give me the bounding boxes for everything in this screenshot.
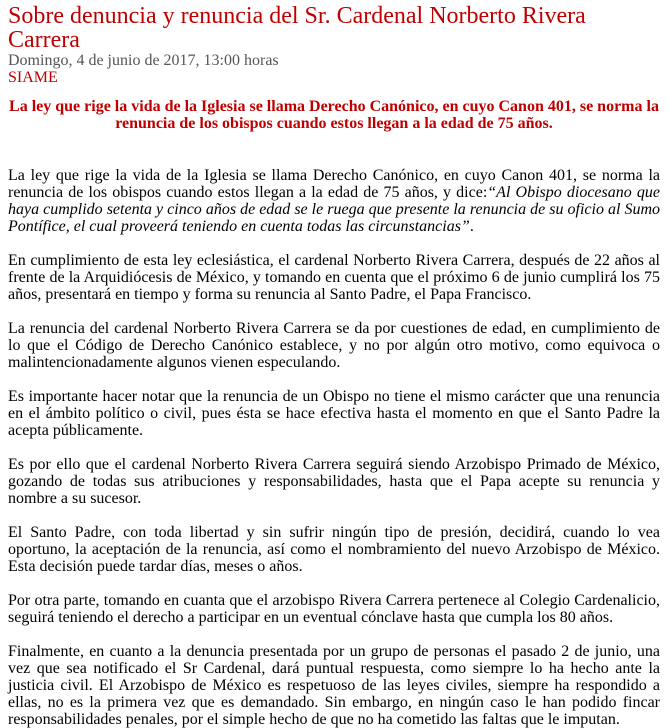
paragraph-4: Es importante hacer notar que la renuncia de un Obispo no tiene el mismo carácter que una renuncia en el ámbito político o civil, pues ésta se hace efectiva hasta el momento en que el Santo Padre la acepta públicamente. xyxy=(8,388,660,439)
article-date: Domingo, 4 de junio de 2017, 13:00 horas xyxy=(8,52,279,69)
paragraph-1 xyxy=(8,167,660,235)
paragraph-2: En cumplimiento de esta ley eclesiástica, el cardenal Norberto Rivera Carrera, después de 22 años al frente de la Arquidiócesis de México, y tomando en cuenta que el próximo 6 de junio cumplirá los 75 años, presentará en tiempo y forma su renuncia al Santo Padre, el Papa Francisco. xyxy=(8,252,660,303)
paragraph-6: El Santo Padre, con toda libertad y sin sufrir ningún tipo de presión, decidirá, cuando lo vea oportuno, la aceptación de la renuncia, así como el nombramiento del nuevo Arzobispo de México. Esta decisión puede tardar días, meses o años. xyxy=(8,524,660,575)
article-body xyxy=(8,167,660,728)
article-title: Sobre denuncia y renuncia del Sr. Cardenal Norberto Rivera Carrera xyxy=(8,3,586,53)
article-lead: La ley que rige la vida de la Iglesia se llama Derecho Canónico, en cuyo Canon 401, se norma la renuncia de los obispos cuando estos llegan a la edad de 75 años. xyxy=(9,98,659,132)
article xyxy=(0,4,668,728)
paragraph-8: Finalmente, en cuanto a la denuncia presentada por un grupo de personas el pasado 2 de junio, una vez que sea notificado el Sr Cardenal, dará puntual respuesta, como siempre lo ha hecho ante la justicia civil. El Arzobispo de México es respetuoso de las leyes civiles, siempre ha respondido a ellas, no es la primera vez que es demandado. Sin embargo, en ningún caso le han podido fincar responsabilidades penales, por el simple hecho de que no ha cometido las faltas que le imputan. xyxy=(8,643,660,728)
canon-quote: “Al Obispo diocesano que haya cumplido setenta y cinco años de edad se le ruega que presente la renuncia de su oficio al Sumo Pontífice, el cual proveerá teniendo en cuenta todas las circunstancias” xyxy=(8,184,660,235)
article-source: SIAME xyxy=(8,69,58,86)
paragraph-7: Por otra parte, tomando en cuanta que el arzobispo Rivera Carrera pertenece al Colegio Cardenalicio, seguirá teniendo el derecho a participar en un eventual cónclave hasta que cumpla los 80 años. xyxy=(8,592,660,626)
paragraph-5: Es por ello que el cardenal Norberto Rivera Carrera seguirá siendo Arzobispo Primado de México, gozando de todas sus atribuciones y responsabilidades, hasta que el Papa acepte su renuncia y nombre a su sucesor. xyxy=(8,456,660,507)
paragraph-1-end: . xyxy=(469,218,474,235)
paragraph-1-text: La ley que rige la vida de la Iglesia se llama Derecho Canónico, en cuyo Canon 401, se norma la renuncia de los obispos cuando estos llegan a la edad de 75 años, y dice: xyxy=(8,167,660,201)
paragraph-3: La renuncia del cardenal Norberto Rivera Carrera se da por cuestiones de edad, en cumplimiento de lo que el Código de Derecho Canónico establece, y no por algún otro motivo, como equivoca o malintencionadamente algunos vienen especulando. xyxy=(8,320,660,371)
